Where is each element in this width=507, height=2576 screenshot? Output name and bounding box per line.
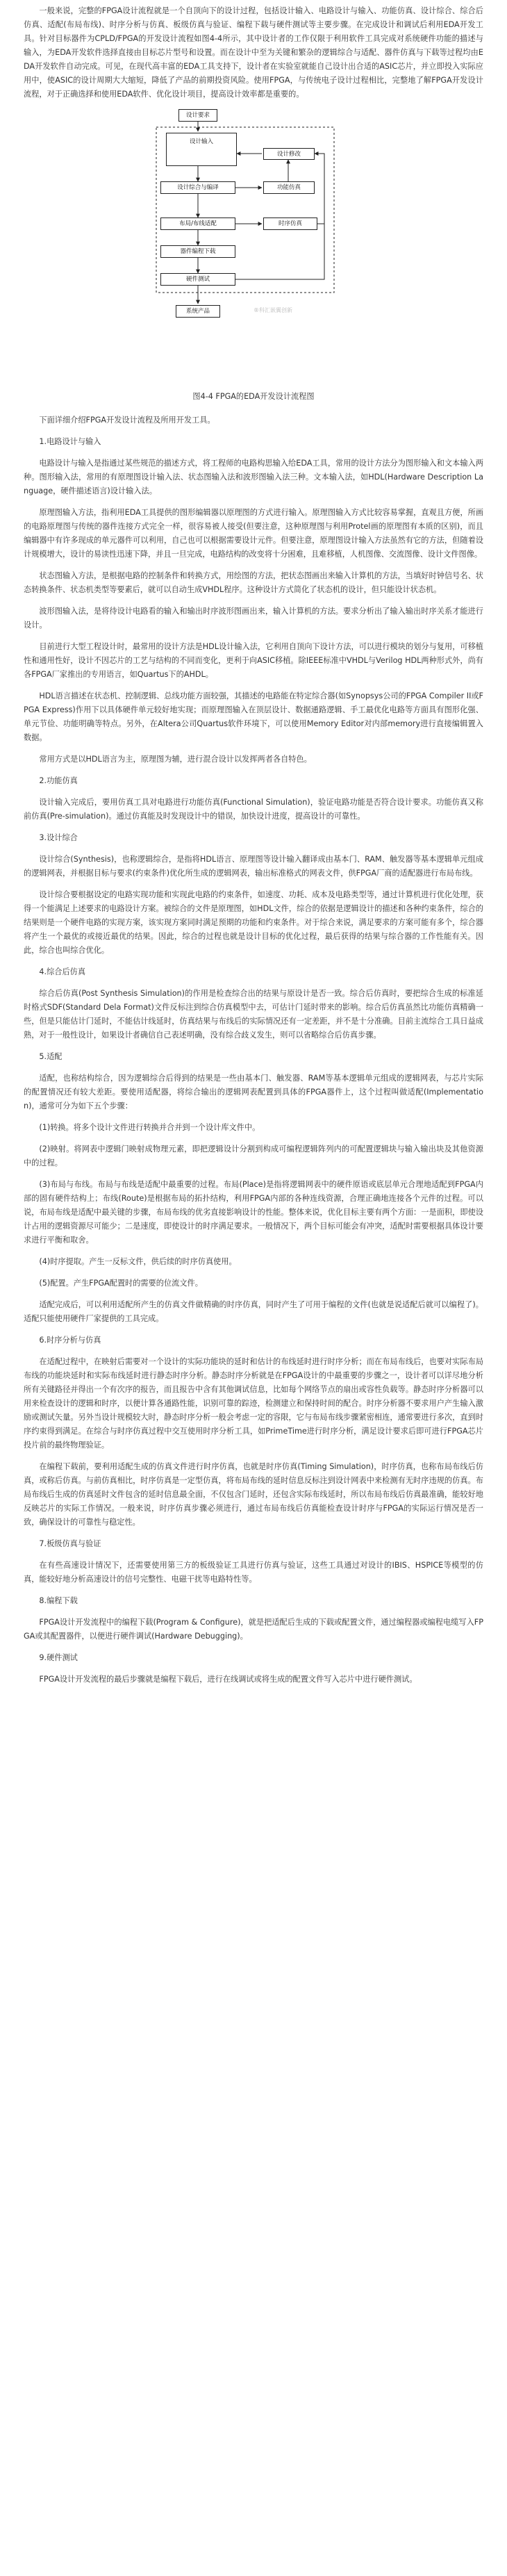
box-download: 器件编程下载 [160, 245, 235, 258]
section-heading: 9.硬件测试 [39, 1653, 78, 1662]
paragraph: 常用方式是以HDL语言为主，原理图为辅，进行混合设计以发挥两者各自特色。 [39, 755, 312, 764]
paragraph: 综合后仿真(Post Synthesis Simulation)的作用是检查综合出的结果与原设计是否一致。综合后仿真时，要把综合生成的标准延时格式SDF(Standard Dela Format)文件反标注到综合仿真模型中去，可估计门延时带来的影响。综合后仿真虽然比功能仿真精确一些，但是只能估计门延时，不能估计线延时，仿真结果与布线后的实际情况还有一定差距，并不是十分准确。目前主流综合工具日益成熟，对于一般性设计，如果设计者确信自己表述明确，没有综合歧义发生，则可以省略综合后仿真步骤。 [24, 989, 483, 1040]
paragraph: 适配，也称结构综合，因为逻辑综合后得到的结果是一些由基本门、触发器、RAM等基本逻辑单元组成的逻辑网表，与芯片实际的配置情况还有较大差距。要使用适配器，将综合输出的逻辑网表配置到具体的FPGA器件上，这个过程叫做适配(Implementation)，通常可分为如下五个步骤： [24, 1074, 483, 1110]
paragraph: FPGA设计开发流程中的编程下载(Program & Configure)，就是把适配后生成的下载或配置文件，通过编程器或编程电缆写入FPGA或其配置器件，以便进行硬件调试(Hardware Debugging)。 [24, 1618, 483, 1641]
box-synth: 设计综合与编译 [160, 181, 235, 194]
section-7 [24, 1537, 483, 1586]
intro [24, 4, 483, 101]
paragraph: 在适配过程中，在映射后需要对一个设计的实际功能块的延时和估计的布线延时进行时序分析；而在布局布线后，也要对实际布局布线的功能块延时和实际布线延时进行静态时序分析。静态时序分析就是在FPGA设计的中最重要的步骤之一，设计者可以详尽地分析所有关键路径并得出一个有次序的报告，而且报告中含有其他调试信息，比如每个网络节点的扇出或容性负载等。静态时序分析器可以用来检查设计的逻辑和时序，以便计算各通路性能，识别可靠的踪迹，检测建立和保持时间的配合。时序分析器不要求用户产生输入激励或测试矢量。另外当设计规模较大时，静态时序分析一般会考虑一定的容限，它与布局布线步骤紧密相连，通常要进行多次，直到时序约束得到满足。在综合与时序仿真过程中交互使用时序分析工具，如PrimeTime进行时序分析，满足设计要求后即可进行FPGA芯片投片前的最终物理验证。 [24, 1357, 483, 1450]
box-modify: 设计修改 [263, 148, 315, 160]
box-timing-sim: 时序仿真 [263, 218, 317, 230]
box-product: 系统产品 [176, 305, 220, 318]
section-heading: 6.时序分析与仿真 [39, 1336, 101, 1345]
box-func-sim: 功能仿真 [263, 181, 315, 194]
list-item: (5)配置。产生FPGA配置时的需要的位流文件。 [39, 1279, 203, 1288]
section-4 [24, 965, 483, 1042]
lead-paragraph: 下面详细介绍FPGA开发设计流程及所用开发工具。 [39, 416, 215, 425]
paragraph: 目前进行大型工程设计时，最常用的设计方法是HDL设计输入法，它利用自顶向下设计方法，可以进行模块的划分与复用，可移植性和通用性好，设计不因芯片的工艺与结构的不同而变化，更利于向ASIC移植。除IEEE标准中VHDL与Verilog HDL两种形式外，尚有各FPGA厂家推出的专用语言，如Quartus下的AHDL。 [24, 642, 483, 679]
section-6 [24, 1334, 483, 1529]
paragraph: 设计输入完成后，要用仿真工具对电路进行功能仿真(Functional Simulation)，验证电路功能是否符合设计要求。功能仿真又称前仿真(Pre-simulation)。通过仿真能及时发现设计中的错误，加快设计进度，提高设计的可靠性。 [24, 798, 483, 821]
figure-watermark: ®科汇嵌翼创新 [254, 307, 292, 313]
list-item: 适配完成后，可以利用适配所产生的仿真文件做精确的时序仿真，同时产生了可用于编程的文件(也就是说适配后就可以编程了)。适配只能使用硬件厂家提供的工具完成。 [24, 1300, 483, 1323]
paragraph: FPGA设计开发流程的最后步骤就是编程下载后，进行在线调试或将生成的配置文件写入芯片中进行硬件测试。 [39, 1675, 417, 1684]
arrow-timingsim-to-modify [315, 154, 324, 224]
list-item: (4)时序提取。产生一反标文件，供后续的时序仿真使用。 [39, 1257, 237, 1266]
list-item: (1)转换。将多个设计文件进行转换并合并到一个设计库文件中。 [39, 1123, 260, 1132]
flowchart-figure [142, 109, 365, 387]
section-heading: 3.设计综合 [39, 833, 78, 842]
section-heading: 8.编程下载 [39, 1596, 78, 1605]
intro-paragraph: 一般来说，完整的FPGA设计流程就是一个自顶向下的设计过程，包括设计输入、电路设计与输入、功能仿真、设计综合、综合后仿真、适配(布局布线)、时序分析与仿真、板级仿真与验证、编程下载与硬件测试等主要步骤。在完成设计和调试后利用EDA开发工具。针对目标器件为CPLD/FPGA的开发设计流程如图4-4所示，其中设计者的工作仅限于利用软件工具完成对系统硬件功能的描述与输入，为EDA开发软件选择直接由目标芯片型号和设置。而在设计中至为关键和繁杂的逻辑综合与适配、器件仿真与下载等过程均由EDA开发软件自动完成。可见，在现代高丰富的EDA工具支持下，设计者在实验室就能自己设计出合适的ASIC芯片，并立即投入实际应用中，使ASIC的设计周期大大缩短，降低了产品的前期投资风险。使用FPGA，与传统电子设计过程相比，完整地了解FPGA开发设计流程，对于正确选择和使用EDA软件、优化设计项目，提高设计效率都是重要的。 [24, 6, 483, 99]
box-layout: 布局/布线适配 [160, 218, 235, 230]
list-item: (3)布局与布线。布局与布线是适配中最重要的过程。布局(Place)是指将逻辑网表中的硬件原语或底层单元合理地适配到FPGA内部的固有硬件结构上；布线(Route)是根据布局的拓扑结构，利用FPGA内部的各种连线资源，合理正确地连接各个元件的过程。可以说，布局布线是适配中最关键的步骤，布局布线的优劣直接影响设计的性能。整体来说，优化目标主要有两个方面：一是面积，即使设计占用的逻辑资源尽可能少；二是速度，即使设计的时序满足要求。一般情况下，两个目标可能会有冲突，适配时需要根据具体设计要求进行平衡和取舍。 [24, 1180, 483, 1245]
section-heading: 4.综合后仿真 [39, 967, 86, 976]
paragraph: 原理图输入方法，指利用EDA工具提供的图形编辑器以原理图的方式进行输入。原理图输入方式比较容易掌握，直观且方便，所画的电路原理图与传统的器件连接方式完全一样，很容易被人接受(但要注意，这种原理图与利用Protel画的原理图有本质的区别)，而且编辑器中有许多现成的单元器件可以利用，自己也可以根据需要设计元件。但要注意，原理图设计输入方法虽然有它的方法，但随着设计规模增大，设计的易读性迅速下降，并且一旦完成，电路结构的改变将十分困难，且难移植，人机图像、交流图像、设计文件图像。 [24, 508, 483, 559]
paragraph: 在编程下载前，要利用适配生成的仿真文件进行时序仿真，也就是时序仿真(Timing Simulation)，时序仿真，也称布局布线后仿真，或称后仿真。与前仿真相比，时序仿真是一定型仿真，将布局布线的延时信息反标注到设计网表中来检测有无时序违规的仿真。布局布线后生成的仿真延时文件包含的延时信息最全面，不仅包含门延时，还包含实际布线延时，所以布局布线后仿真最准确，能较好地反映芯片的实际工作情况。一般来说，时序仿真步骤必须进行，通过布局布线后仿真能检查设计时序与FPGA的实际运行情况是否一致，确保设计的可靠性与稳定性。 [24, 1462, 483, 1527]
paragraph: 设计综合要根据设定的电路实现功能和实现此电路的约束条件，如速度、功耗、成本及电路类型等，通过计算机进行优化处理，获得一个能满足上述要求的电路设计方案。被综合的文件是原理图，如HDL文件，综合的依据是逻辑设计的描述和各种约束条件，综合的结果则是一个硬件电路的实现方案，该实现方案同时满足预期的功能和约束条件。对于综合来说，满足要求的方案可能有多个，综合器将产生一个最优的或接近最优的结果。因此，综合的过程也就是设计目标的优化过程，最后获得的结果与综合器的工作性能有关。因此，综合也叫综合优化。 [24, 890, 483, 955]
section-heading: 5.适配 [39, 1052, 63, 1061]
arrow-hwtest-feedback [235, 224, 324, 279]
paragraph: HDL语言描述在状态机、控制逻辑、总线功能方面较强，其描述的电路能在特定综合器(如Synopsys公司的FPGA Compiler II或FPGA Express)作用下以具体硬件单元较好地实现；而原理图输入在顶层设计、数据通路逻辑、手工最优化电路等方面具有图形化强、单元节俭、功能明确等特点。另外，在Altera公司Quartus软件环境下，可以使用Memory Editor对内部memory进行直接编辑置入数据。 [24, 691, 483, 742]
box-entry: 设计输入 [166, 133, 237, 166]
figure-caption: 图4-4 FPGA的EDA开发设计流程图 [192, 392, 315, 401]
box-spec: 设计要求 [178, 109, 217, 122]
box-hw-test: 硬件测试 [160, 273, 235, 286]
section-3 [24, 831, 483, 958]
list-item: (2)映射。将网表中逻辑门映射成物理元素，即把逻辑设计分割到构成可编程逻辑阵列内的可配置逻辑块与输入输出块及其他资源中的过程。 [24, 1145, 483, 1167]
section-9 [24, 1651, 483, 1687]
section-heading: 1.电路设计与输入 [39, 437, 101, 446]
paragraph: 波形图输入法，是将待设计电路看的输入和输出时序波形图画出来，输入计算机的方法。要求分析出了输入输出时序关系才能进行设计。 [24, 607, 483, 630]
paragraph: 电路设计与输入是指通过某些规范的描述方式，将工程师的电路构思输入给EDA工具，常用的设计方法分为图形输入和文本输入两种。图形输入法，常用的有原理图设计输入法、状态图输入法和波形图输入法三种。文本输入法，如HDL(Hardware Description Language，硬件描述语言)设计输入法。 [24, 459, 483, 495]
paragraph: 设计综合(Synthesis)，也称逻辑综合，是指将HDL语言、原理图等设计输入翻译成由基本门、RAM、触发器等基本逻辑单元组成的逻辑网表，并根据目标与要求(约束条件)优化所生成的逻辑网表，输出标准格式的网表文件，供FPGA厂商的适配器进行布局布线。 [24, 855, 483, 878]
section-heading: 2.功能仿真 [39, 776, 78, 785]
section-8 [24, 1594, 483, 1643]
section-5 [24, 1050, 483, 1326]
paragraph: 状态图输入方法，是根据电路的控制条件和转换方式，用绘图的方法，把状态图画出来输入计算机的方法，当填好时钟信号名、状态转换条件、状态机类型等要素后，就可以自动生成VHDL程序。这种设计方式简化了状态机的设计，但只能设计状态机。 [24, 571, 483, 594]
section-2 [24, 774, 483, 823]
section-1 [24, 435, 483, 766]
section-heading: 7.板级仿真与验证 [39, 1539, 101, 1548]
paragraph: 在有些高速设计情况下，还需要使用第三方的板级验证工具进行仿真与验证，这些工具通过对设计的IBIS、HSPICE等模型的仿真，能较好地分析高速设计的信号完整性、电磁干扰等电路特性等。 [24, 1561, 483, 1584]
